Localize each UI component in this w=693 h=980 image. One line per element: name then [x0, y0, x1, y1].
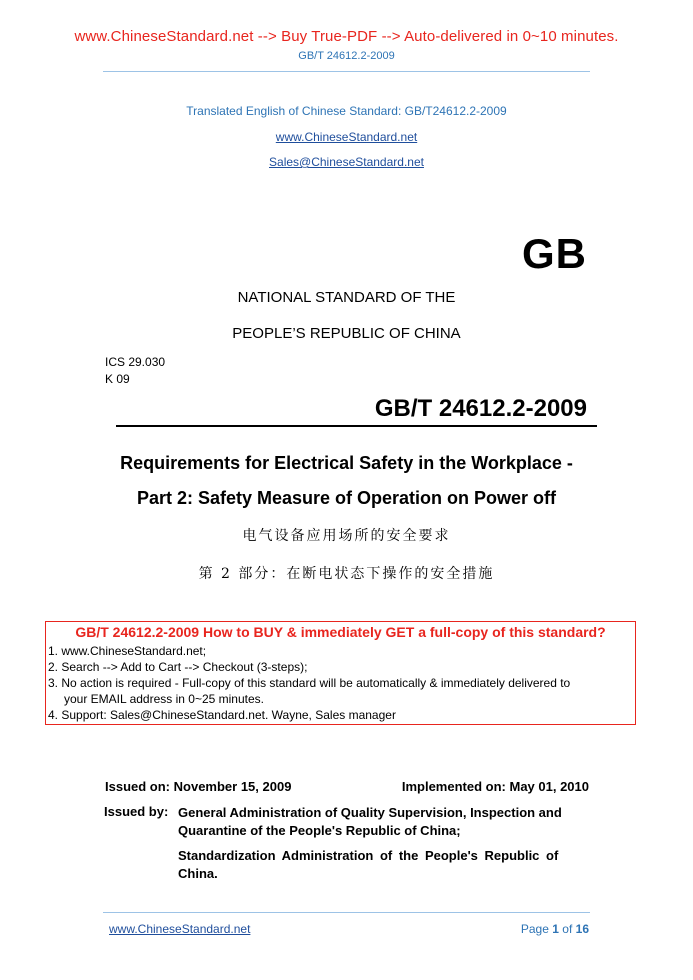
buy-step-3-continued: your EMAIL address in 0~25 minutes. [64, 692, 264, 706]
issuer-1-line2: Quarantine of the People's Republic of China; [178, 823, 461, 838]
issued-by-label: Issued by: [104, 804, 169, 819]
title-divider [116, 425, 597, 427]
buy-info-title: GB/T 24612.2-2009 How to BUY & immediately GET a full-copy of this standard? [75, 624, 606, 640]
header-standard-code: GB/T 24612.2-2009 [298, 50, 395, 62]
implemented-on-date: May 01, 2010 [509, 779, 589, 794]
page-current: 1 [552, 922, 559, 936]
issued-on-date: November 15, 2009 [173, 779, 292, 794]
buy-step-4: 4. Support: Sales@ChineseStandard.net. Wayne, Sales manager [48, 708, 396, 722]
email-link-row [0, 153, 693, 171]
title-cn-line1: 电气设备应用场所的安全要求 [242, 528, 451, 544]
buy-info-box [45, 621, 636, 725]
issued-on [105, 779, 291, 794]
national-standard-line1: NATIONAL STANDARD OF THE [237, 289, 456, 306]
page-indicator [521, 922, 589, 936]
website-link[interactable]: www.ChineseStandard.net [275, 130, 418, 144]
footer-divider [103, 912, 590, 913]
gb-mark: GB [522, 230, 587, 277]
top-banner[interactable]: www.ChineseStandard.net --> Buy True-PDF --> Auto-delivered in 0~10 minutes. [74, 28, 619, 45]
buy-step-3: 3. No action is required - Full-copy of this standard will be automatically & immediately delivered to [48, 676, 571, 690]
ccs-code: K 09 [105, 372, 130, 386]
page-total: 16 [575, 922, 589, 936]
implemented-on-label: Implemented on: [401, 779, 506, 794]
website-link-row [0, 128, 693, 146]
national-standard-line2: PEOPLE’S REPUBLIC OF CHINA [232, 325, 461, 342]
title-cn-line2: 第 2 部分：在断电状态下操作的安全措施 [198, 566, 495, 582]
issuer-1-line1: General Administration of Quality Supervision, Inspection and [178, 805, 562, 820]
page-of: of [562, 922, 573, 936]
issued-on-label: Issued on: [105, 779, 171, 794]
translation-note: Translated English of Chinese Standard: GB/T24612.2-2009 [186, 104, 507, 118]
buy-step-2: 2. Search --> Add to Cart --> Checkout (3-steps); [48, 660, 308, 674]
email-link[interactable]: Sales@ChineseStandard.net [269, 155, 424, 169]
title-en-line2: Part 2: Safety Measure of Operation on Power off [136, 488, 557, 508]
buy-step-1[interactable]: 1. www.ChineseStandard.net; [48, 644, 207, 658]
title-en-line1: Requirements for Electrical Safety in the Workplace - [120, 453, 573, 473]
header-divider [103, 71, 590, 72]
standard-number: GB/T 24612.2-2009 [374, 395, 587, 422]
issuer-2-line2: China. [178, 866, 218, 881]
implemented-on [402, 779, 589, 794]
issuer-2-line1: Standardization Administration of the People's Republic of [178, 848, 559, 863]
footer-website-link[interactable]: www.ChineseStandard.net [109, 922, 251, 936]
ics-code: ICS 29.030 [105, 355, 166, 369]
page-label: Page [520, 922, 549, 936]
